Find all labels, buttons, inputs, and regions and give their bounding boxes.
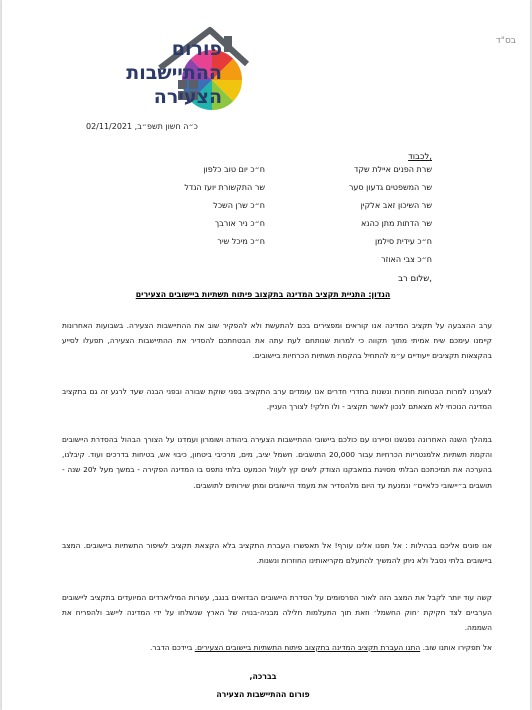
recipient-left: שר התקשורת יועז הנדל — [184, 183, 265, 192]
body-paragraph: לצערנו למרות הבטחות חוזרות ונשנות בחדרי חדרים אנו עומדים ערב התקציב בפני שוקת שבורה ובפני הבנה שעד לרגע זה גם בתקציב המדינה הנוכחי לא מצאתם לנכון לאשר תקציב - ולו חלקי! לצורך העניין. — [62, 387, 492, 412]
letter-page — [2, 0, 530, 710]
recipient-right: שר השיכון זאב אלקין — [360, 201, 432, 210]
body-paragraph: במהלך השנה האחרונה נפגשנו וסיירנו עם כולכם ביישובי ההתיישבות הצעירה ביהודה ושומרון ועמדנו על הצורך הבהול בהסדרת היישובים והקמת תשתיות אלמנטריות הכרחיות עבור 20,000 התושבים. חשמל יציב, מים, מרכיבי ביטחון, כיבוי אש, בטיחות בדרכים ועוד. קיבלנו, בהערכה את תמיכתכם הבלתי מסויגת במאבקנו הצודק לשים קץ לעוול הכמעט בלתי נתפס בו המדינה הפקירה - במשך מעל ל20 שנה - תושבים ב״יישובי כלאיים״ ונמנעת עד היום מלהסדיר את מעמד היישובים ומתן שירותים לתושבים. — [62, 435, 493, 490]
closing-start: אל תפקירו אותנו שוב. — [422, 643, 492, 652]
recipient-right: ח״כ צבי האוזר — [381, 255, 432, 264]
closing-paragraph — [62, 640, 492, 655]
bsd-mark: בס"ד — [495, 36, 516, 46]
closing-underlined: התנו העברת תקציב המדינה בתקצוב פיתוח התשתיות ביישובים הצעירים. — [194, 643, 421, 652]
recipient-left: ח״כ יום טוב כלפון — [203, 165, 265, 174]
body-paragraph: ערב ההצבעה על תקציב המדינה אנו קוראים ומפצירים בכם להתעשת ולא להפקיר שוב את ההתיישבות הצעירה. בשבועות האחרונות קיימנו עימכם שיח אמיתי מתוך תקווה כי למרות שנותחם לעת עתה את הבטחתכם להסדיר את ההתיישבות הצעירה, תפעלו לסייע בהקצאות תקציבים ייעודיים ע״מ להתחיל בהקמת תשתיות הכרחיות ביישובים. — [62, 321, 492, 361]
recipient-right: ח״כ עידית סילמן — [374, 237, 432, 246]
recipient-left: ח״כ מיכל שיר — [217, 237, 265, 246]
letter-date: כ״ה חשון תשפ״ב, 02/11/2021 — [86, 122, 198, 131]
logo-line-2: ההתיישבות — [126, 62, 222, 84]
signature: פורום ההתיישבות הצעירה — [216, 690, 310, 699]
body-paragraph: אנו פונים אליכם בבהילות : אל תפנו אלינו עורף! אל תאפשרו העברת התקציב בלא הקצאת תקציב לשיפור התשתיות ביישובים. המצב ביישובים בלתי נסבל ולא ניתן להמשיך להתעלם מקריאותינו החוזרות ונשנות. — [62, 541, 492, 566]
logo-line-3: הצעירה — [153, 86, 222, 108]
recipient-right: שר המשפטים גדעון סער — [348, 183, 432, 192]
blessing: בברכה, — [249, 672, 277, 681]
recipient-right: שרת הפנים איילת שקד — [353, 165, 432, 174]
recipient-right: שר הדתות מתן כהנא — [361, 219, 432, 228]
recipient-left: ח״כ ניר אורבך — [214, 219, 265, 228]
logo-line-1: פורום — [171, 38, 222, 60]
logo — [42, 24, 252, 124]
closing-end: ביידכם הדבר. — [149, 643, 193, 652]
body-paragraph: קשה עוד יותר לקבל את המצב הזה לאור הפרסומים על הסדרת היישובים הבדואים בנגב, עשרות המיליארדים המיועדים בתקציב ליישובים הערביים לצד חקיקת ׳חוק החשמל׳ וזאת תוך התעלמות חלילה מבניה-בנויה של הארץ שנשלחו על ידי המדינה ליישב ולהפריח את השממה. — [62, 593, 492, 633]
to-label: לכבוד, — [408, 152, 432, 162]
subject-line: הנדון: התניית תקציב המדינה בתקצוב פיתוח תשתיות ביישובים הצעירים — [135, 290, 391, 299]
recipient-left: ח״כ שרן השכל — [213, 201, 265, 210]
greeting: שלום רב, — [398, 274, 432, 284]
